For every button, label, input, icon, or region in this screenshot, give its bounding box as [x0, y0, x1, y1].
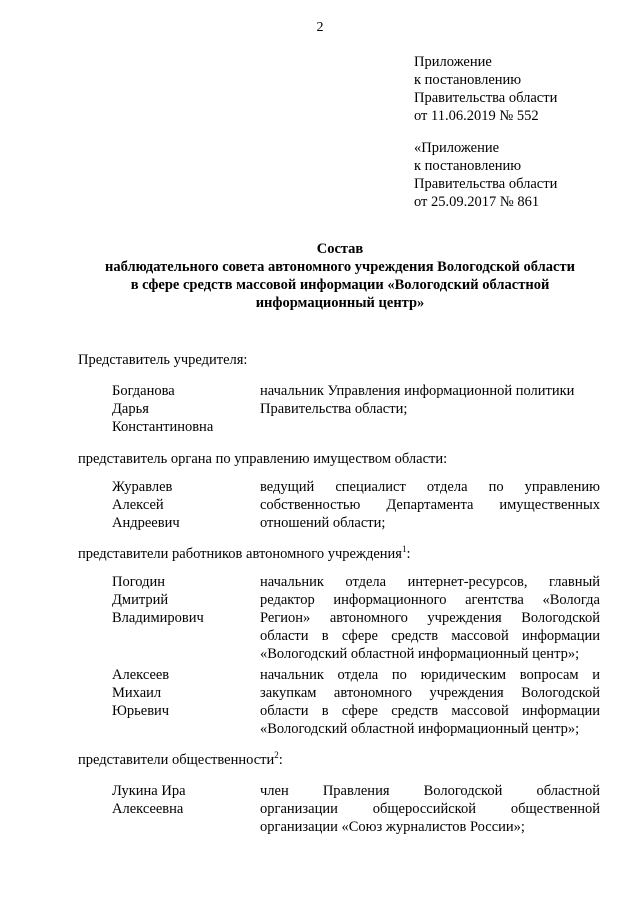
role-line: [260, 782, 600, 800]
role-word: собственностью: [260, 497, 361, 513]
member-name: [112, 478, 252, 532]
name-line: Юрьевич: [112, 703, 170, 719]
role-word: по: [391, 667, 407, 683]
role-line-words: [260, 800, 600, 818]
member-role: [260, 478, 600, 532]
name-line: Погодин: [112, 574, 166, 590]
role-line: [260, 609, 600, 627]
role-word: член: [260, 783, 289, 799]
role-word: автономного: [329, 610, 408, 626]
title-line: в сфере средств массовой информации «Вологодский областной: [130, 277, 550, 293]
role-word: средств: [391, 628, 439, 644]
role-word: учреждения: [429, 685, 504, 701]
role-line: «Вологодский областной информационный центр»;: [260, 646, 580, 662]
section-heading: [78, 451, 447, 468]
role-word: главный: [549, 574, 600, 590]
role-word: информационного: [333, 592, 447, 608]
role-word: отдела: [337, 667, 379, 683]
name-line: Алексеев: [112, 667, 170, 683]
role-line: [260, 800, 600, 818]
name-line: Андреевич: [112, 515, 180, 531]
role-word: сфере: [341, 628, 378, 644]
role-word: организации: [260, 801, 338, 817]
role-line: [260, 684, 600, 702]
section-heading-text: представитель органа по управлению имуществом области:: [78, 451, 448, 467]
role-word: по: [488, 479, 504, 495]
role-line: [260, 591, 600, 609]
role-word: общественной: [510, 801, 600, 817]
role-word: Вологодской: [423, 783, 503, 799]
role-word: автономного: [333, 685, 412, 701]
appendix-line: от 11.06.2019 № 552: [414, 108, 539, 124]
member-role: [260, 666, 600, 738]
name-line: Алексей: [112, 497, 164, 513]
appendix-original: [414, 139, 557, 211]
role-line-words: [260, 666, 600, 684]
role-word: учреждения: [427, 610, 502, 626]
role-word: редактор: [260, 592, 315, 608]
role-line: [260, 666, 600, 684]
role-word: области: [260, 628, 309, 644]
role-word: и: [592, 667, 600, 683]
name-line: Дарья: [112, 401, 149, 417]
member-role: [260, 782, 600, 836]
role-word: информации: [522, 703, 600, 719]
name-line: Константиновна: [112, 419, 214, 435]
role-line-words: [260, 591, 600, 609]
role-word: начальник: [260, 574, 324, 590]
appendix-line: Правительства области: [414, 90, 558, 106]
role-word: ведущий: [260, 479, 315, 495]
appendix-line: Приложение: [414, 54, 492, 70]
role-word: отдела: [345, 574, 387, 590]
section-heading: [78, 352, 247, 369]
appendix-current: [414, 53, 557, 125]
role-line: Правительства области;: [260, 401, 408, 417]
role-word: общероссийской: [372, 801, 476, 817]
role-word: начальник: [260, 667, 324, 683]
name-line: Богданова: [112, 383, 175, 399]
role-word: областной: [536, 783, 600, 799]
role-word: имущественных: [499, 497, 600, 513]
member-role: [260, 573, 600, 663]
role-line: начальник Управления информационной политики: [260, 383, 575, 399]
name-line: Дмитрий: [112, 592, 169, 608]
role-line-words: [260, 782, 600, 800]
role-line-words: [260, 496, 600, 514]
appendix-line: к постановлению: [414, 72, 522, 88]
page-number: 2: [316, 20, 324, 35]
title-line: наблюдательного совета автономного учреждения Вологодской области: [105, 259, 575, 275]
role-line-words: [260, 627, 600, 645]
role-word: Вологодской: [521, 685, 600, 701]
role-word: интернет-ресурсов,: [407, 574, 528, 590]
role-line-words: [260, 684, 600, 702]
role-word: массовой: [451, 628, 509, 644]
role-word: информации: [522, 628, 600, 644]
section-heading-text: представители работников автономного учреждения: [78, 546, 402, 562]
role-word: Правления: [322, 783, 390, 799]
role-word: сфере: [341, 703, 378, 719]
role-word: в: [321, 703, 329, 719]
heading-suffix: :: [406, 546, 411, 562]
role-line: отношений области;: [260, 515, 386, 531]
role-word: вопросам: [519, 667, 579, 683]
name-line: Михаил: [112, 685, 162, 701]
role-line: [260, 573, 600, 591]
role-line: организации «Союз журналистов России»;: [260, 819, 525, 835]
name-line: Журавлев: [112, 479, 173, 495]
member-role: [260, 382, 600, 418]
title-line: информационный центр»: [255, 295, 425, 311]
role-word: отдела: [426, 479, 468, 495]
role-word: Вологодской: [521, 610, 600, 626]
role-word: «Вологда: [542, 592, 600, 608]
section-heading-text: представители общественности: [78, 752, 275, 768]
heading-suffix: :: [278, 752, 283, 768]
name-line: Лукина Ира: [112, 783, 186, 799]
role-word: области: [260, 703, 309, 719]
role-word: юридическим: [420, 667, 507, 683]
name-line: Владимирович: [112, 610, 204, 626]
role-line: [260, 702, 600, 720]
role-line-words: [260, 609, 600, 627]
appendix-line: «Приложение: [414, 140, 500, 156]
role-word: в: [321, 628, 329, 644]
role-word: закупкам: [260, 685, 317, 701]
member-name: [112, 666, 252, 720]
appendix-line: Правительства области: [414, 176, 558, 192]
role-word: массовой: [451, 703, 509, 719]
role-word: специалист: [335, 479, 406, 495]
role-word: Регион»: [260, 610, 311, 626]
appendix-line: к постановлению: [414, 158, 522, 174]
role-line: [260, 496, 600, 514]
role-word: Департамента: [386, 497, 474, 513]
member-name: [112, 782, 252, 818]
role-line: [260, 478, 600, 496]
section-heading: [78, 546, 411, 563]
role-word: управлению: [524, 479, 600, 495]
member-name: [112, 573, 252, 627]
name-line: Алексеевна: [112, 801, 184, 817]
title-line: Состав: [316, 241, 364, 257]
member-name: [112, 382, 252, 436]
role-line: [260, 627, 600, 645]
role-line-words: [260, 573, 600, 591]
appendix-line: от 25.09.2017 № 861: [414, 194, 540, 210]
section-heading-text: Представитель учредителя:: [78, 352, 248, 368]
role-line-words: [260, 702, 600, 720]
document-title: [60, 240, 620, 312]
role-word: средств: [391, 703, 439, 719]
footnote-marker: 2: [274, 750, 279, 760]
section-heading: [78, 752, 283, 769]
role-line: «Вологодский областной информационный центр»;: [260, 721, 580, 737]
role-word: агентства: [465, 592, 524, 608]
role-line-words: [260, 478, 600, 496]
footnote-marker: 1: [401, 544, 407, 554]
